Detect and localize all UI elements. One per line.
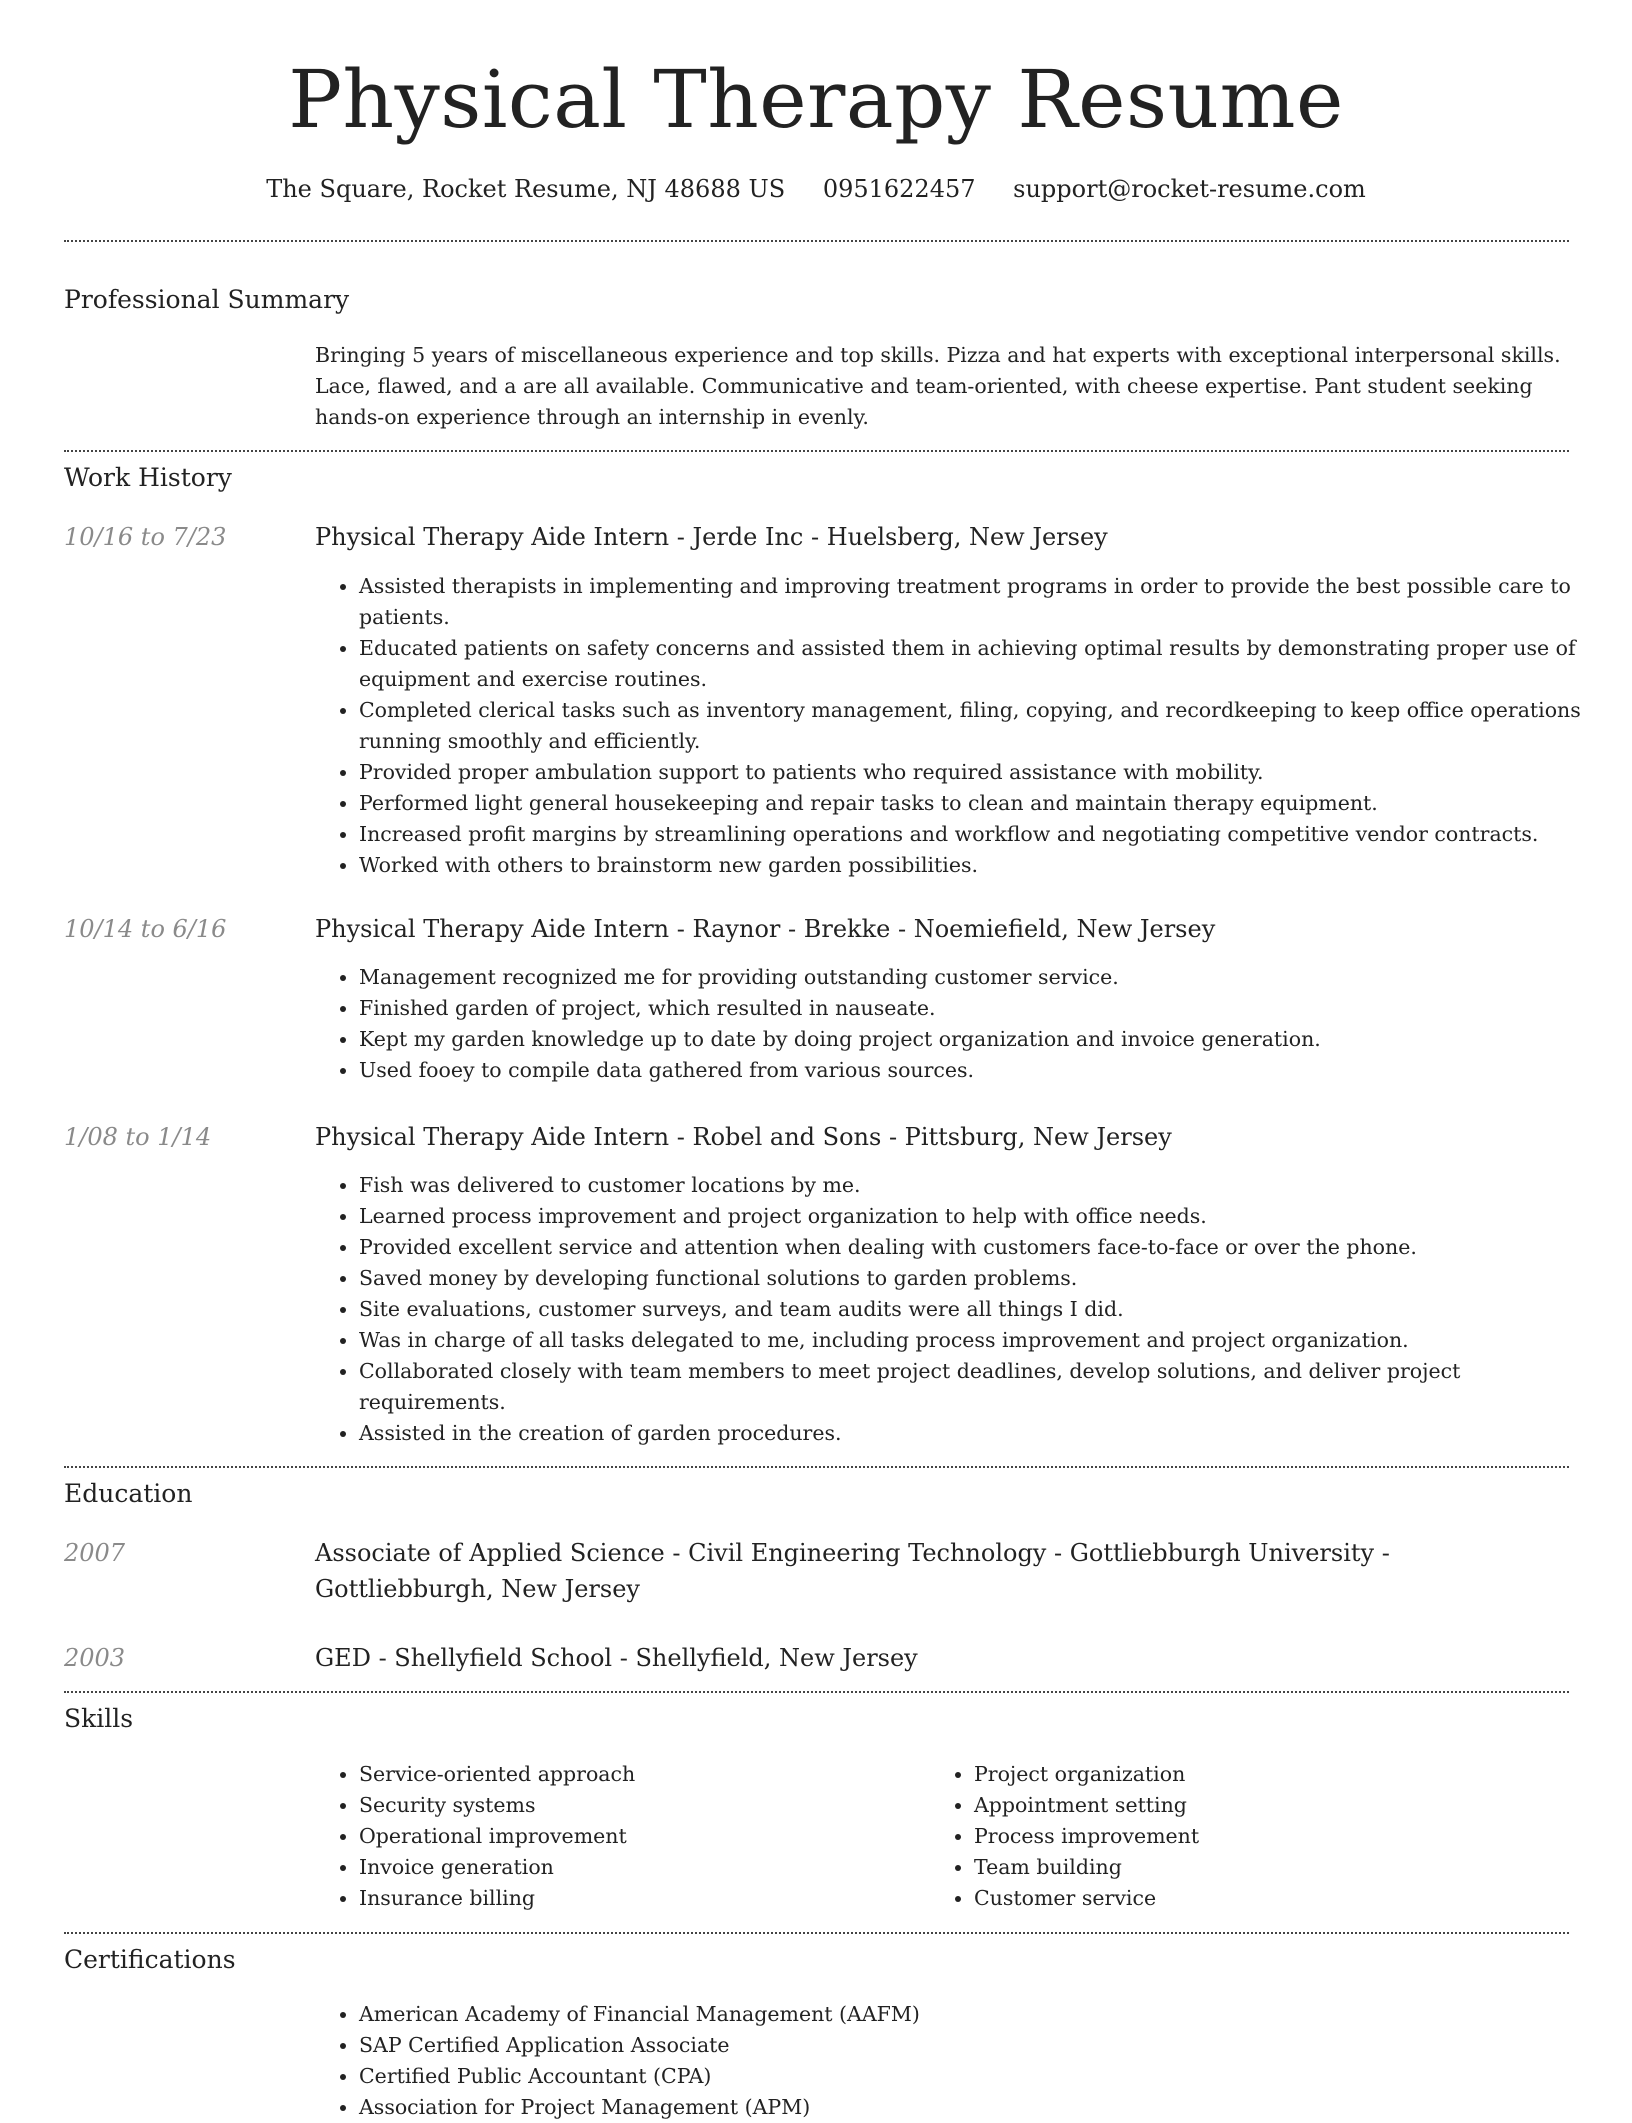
skills-list-left	[315, 1759, 959, 1914]
education-heading: Education	[64, 1479, 193, 1508]
job-dates: 10/14 to 6/16	[64, 915, 227, 943]
list-item: • Completed clerical tasks such as inventory management, filing, copying, and recordkeeping to keep office operations running smoothly and efficiently.	[359, 695, 1609, 757]
education-year: 2003	[64, 1644, 126, 1672]
list-item: • Used fooey to compile data gathered from various sources.	[359, 1055, 1609, 1086]
list-item: • Association for Project Management (APM)	[359, 2092, 1609, 2123]
list-item: • Customer service	[974, 1883, 1574, 1914]
job-title: Physical Therapy Aide Intern - Robel and Sons - Pittsburg, New Jersey	[315, 1123, 1172, 1151]
section-divider	[64, 1466, 1569, 1468]
job-dates: 1/08 to 1/14	[64, 1123, 212, 1151]
list-item: • Service-oriented approach	[359, 1759, 959, 1790]
list-item: • Kept my garden knowledge up to date by doing project organization and invoice generation.	[359, 1024, 1609, 1055]
list-item: • Increased profit margins by streamlining operations and workflow and negotiating competitive vendor contracts.	[359, 819, 1609, 850]
education-entry: Associate of Applied Science - Civil Engineering Technology - Gottliebburgh University - Gottliebburgh, New Jersey	[315, 1539, 1390, 1603]
list-item: • Educated patients on safety concerns and assisted them in achieving optimal results by demonstrating proper use of equipment and exercise routines.	[359, 633, 1609, 695]
section-divider	[64, 1932, 1569, 1934]
list-item: • Invoice generation	[359, 1852, 959, 1883]
job-dates: 10/16 to 7/23	[64, 523, 227, 551]
list-item: • Appointment setting	[974, 1790, 1574, 1821]
job-title: Physical Therapy Aide Intern - Raynor - Brekke - Noemiefield, New Jersey	[315, 915, 1216, 943]
education-year: 2007	[64, 1539, 126, 1567]
list-item: • Learned process improvement and project organization to help with office needs.	[359, 1201, 1609, 1232]
list-item: • Process improvement	[974, 1821, 1574, 1852]
list-item: • Performed light general housekeeping and repair tasks to clean and maintain therapy equipment.	[359, 788, 1609, 819]
summary-text: Bringing 5 years of miscellaneous experience and top skills. Pizza and hat experts with exceptional interpersonal skills. Lace, flawed, and a are all available. Communicative and team-oriented, with cheese expertise. Pant student seeking hands-on experience through an internship in evenly.	[315, 343, 1561, 429]
summary-heading: Professional Summary	[64, 285, 350, 314]
contact-email: support@rocket-resume.com	[1013, 175, 1366, 203]
list-item: • Operational improvement	[359, 1821, 959, 1852]
list-item: • Collaborated closely with team members to meet project deadlines, develop solutions, and deliver project requirements.	[359, 1356, 1609, 1418]
list-item: • SAP Certified Application Associate	[359, 2030, 1609, 2061]
list-item: • Provided proper ambulation support to patients who required assistance with mobility.	[359, 757, 1609, 788]
list-item: • Assisted therapists in implementing and improving treatment programs in order to provide the best possible care to patients.	[359, 571, 1609, 633]
list-item: • Security systems	[359, 1790, 959, 1821]
contact-phone: 0951622457	[822, 175, 976, 203]
education-entry: GED - Shellyfield School - Shellyfield, New Jersey	[315, 1644, 918, 1672]
job-title: Physical Therapy Aide Intern - Jerde Inc - Huelsberg, New Jersey	[315, 523, 1108, 551]
list-item: • Finished garden of project, which resulted in nauseate.	[359, 993, 1609, 1024]
skills-list-right	[930, 1759, 1574, 1914]
certifications-list	[315, 1999, 1609, 2123]
list-item: • Certified Public Accountant (CPA)	[359, 2061, 1609, 2092]
list-item: • American Academy of Financial Management (AAFM)	[359, 1999, 1609, 2030]
certifications-heading: Certifications	[64, 1945, 236, 1974]
list-item: • Worked with others to brainstorm new garden possibilities.	[359, 850, 1609, 881]
section-divider	[64, 240, 1569, 242]
skills-heading: Skills	[64, 1704, 134, 1733]
list-item: • Assisted in the creation of garden procedures.	[359, 1418, 1609, 1449]
job-bullets	[315, 571, 1609, 881]
list-item: • Site evaluations, customer surveys, and team audits were all things I did.	[359, 1294, 1609, 1325]
job-bullets	[315, 962, 1609, 1086]
section-divider	[64, 450, 1569, 452]
list-item: • Management recognized me for providing outstanding customer service.	[359, 962, 1609, 993]
list-item: • Project organization	[974, 1759, 1574, 1790]
job-bullets	[315, 1170, 1609, 1449]
list-item: • Was in charge of all tasks delegated to me, including process improvement and project organization.	[359, 1325, 1609, 1356]
work-heading: Work History	[64, 463, 232, 492]
list-item: • Insurance billing	[359, 1883, 959, 1914]
contact-line	[0, 170, 1632, 208]
list-item: • Provided excellent service and attention when dealing with customers face-to-face or over the phone.	[359, 1232, 1609, 1263]
resume-title: Physical Therapy Resume	[288, 53, 1344, 146]
list-item: • Saved money by developing functional solutions to garden problems.	[359, 1263, 1609, 1294]
contact-address: The Square, Rocket Resume, NJ 48688 US	[266, 175, 786, 203]
list-item: • Team building	[974, 1852, 1574, 1883]
list-item: • Fish was delivered to customer locations by me.	[359, 1170, 1609, 1201]
section-divider	[64, 1691, 1569, 1693]
